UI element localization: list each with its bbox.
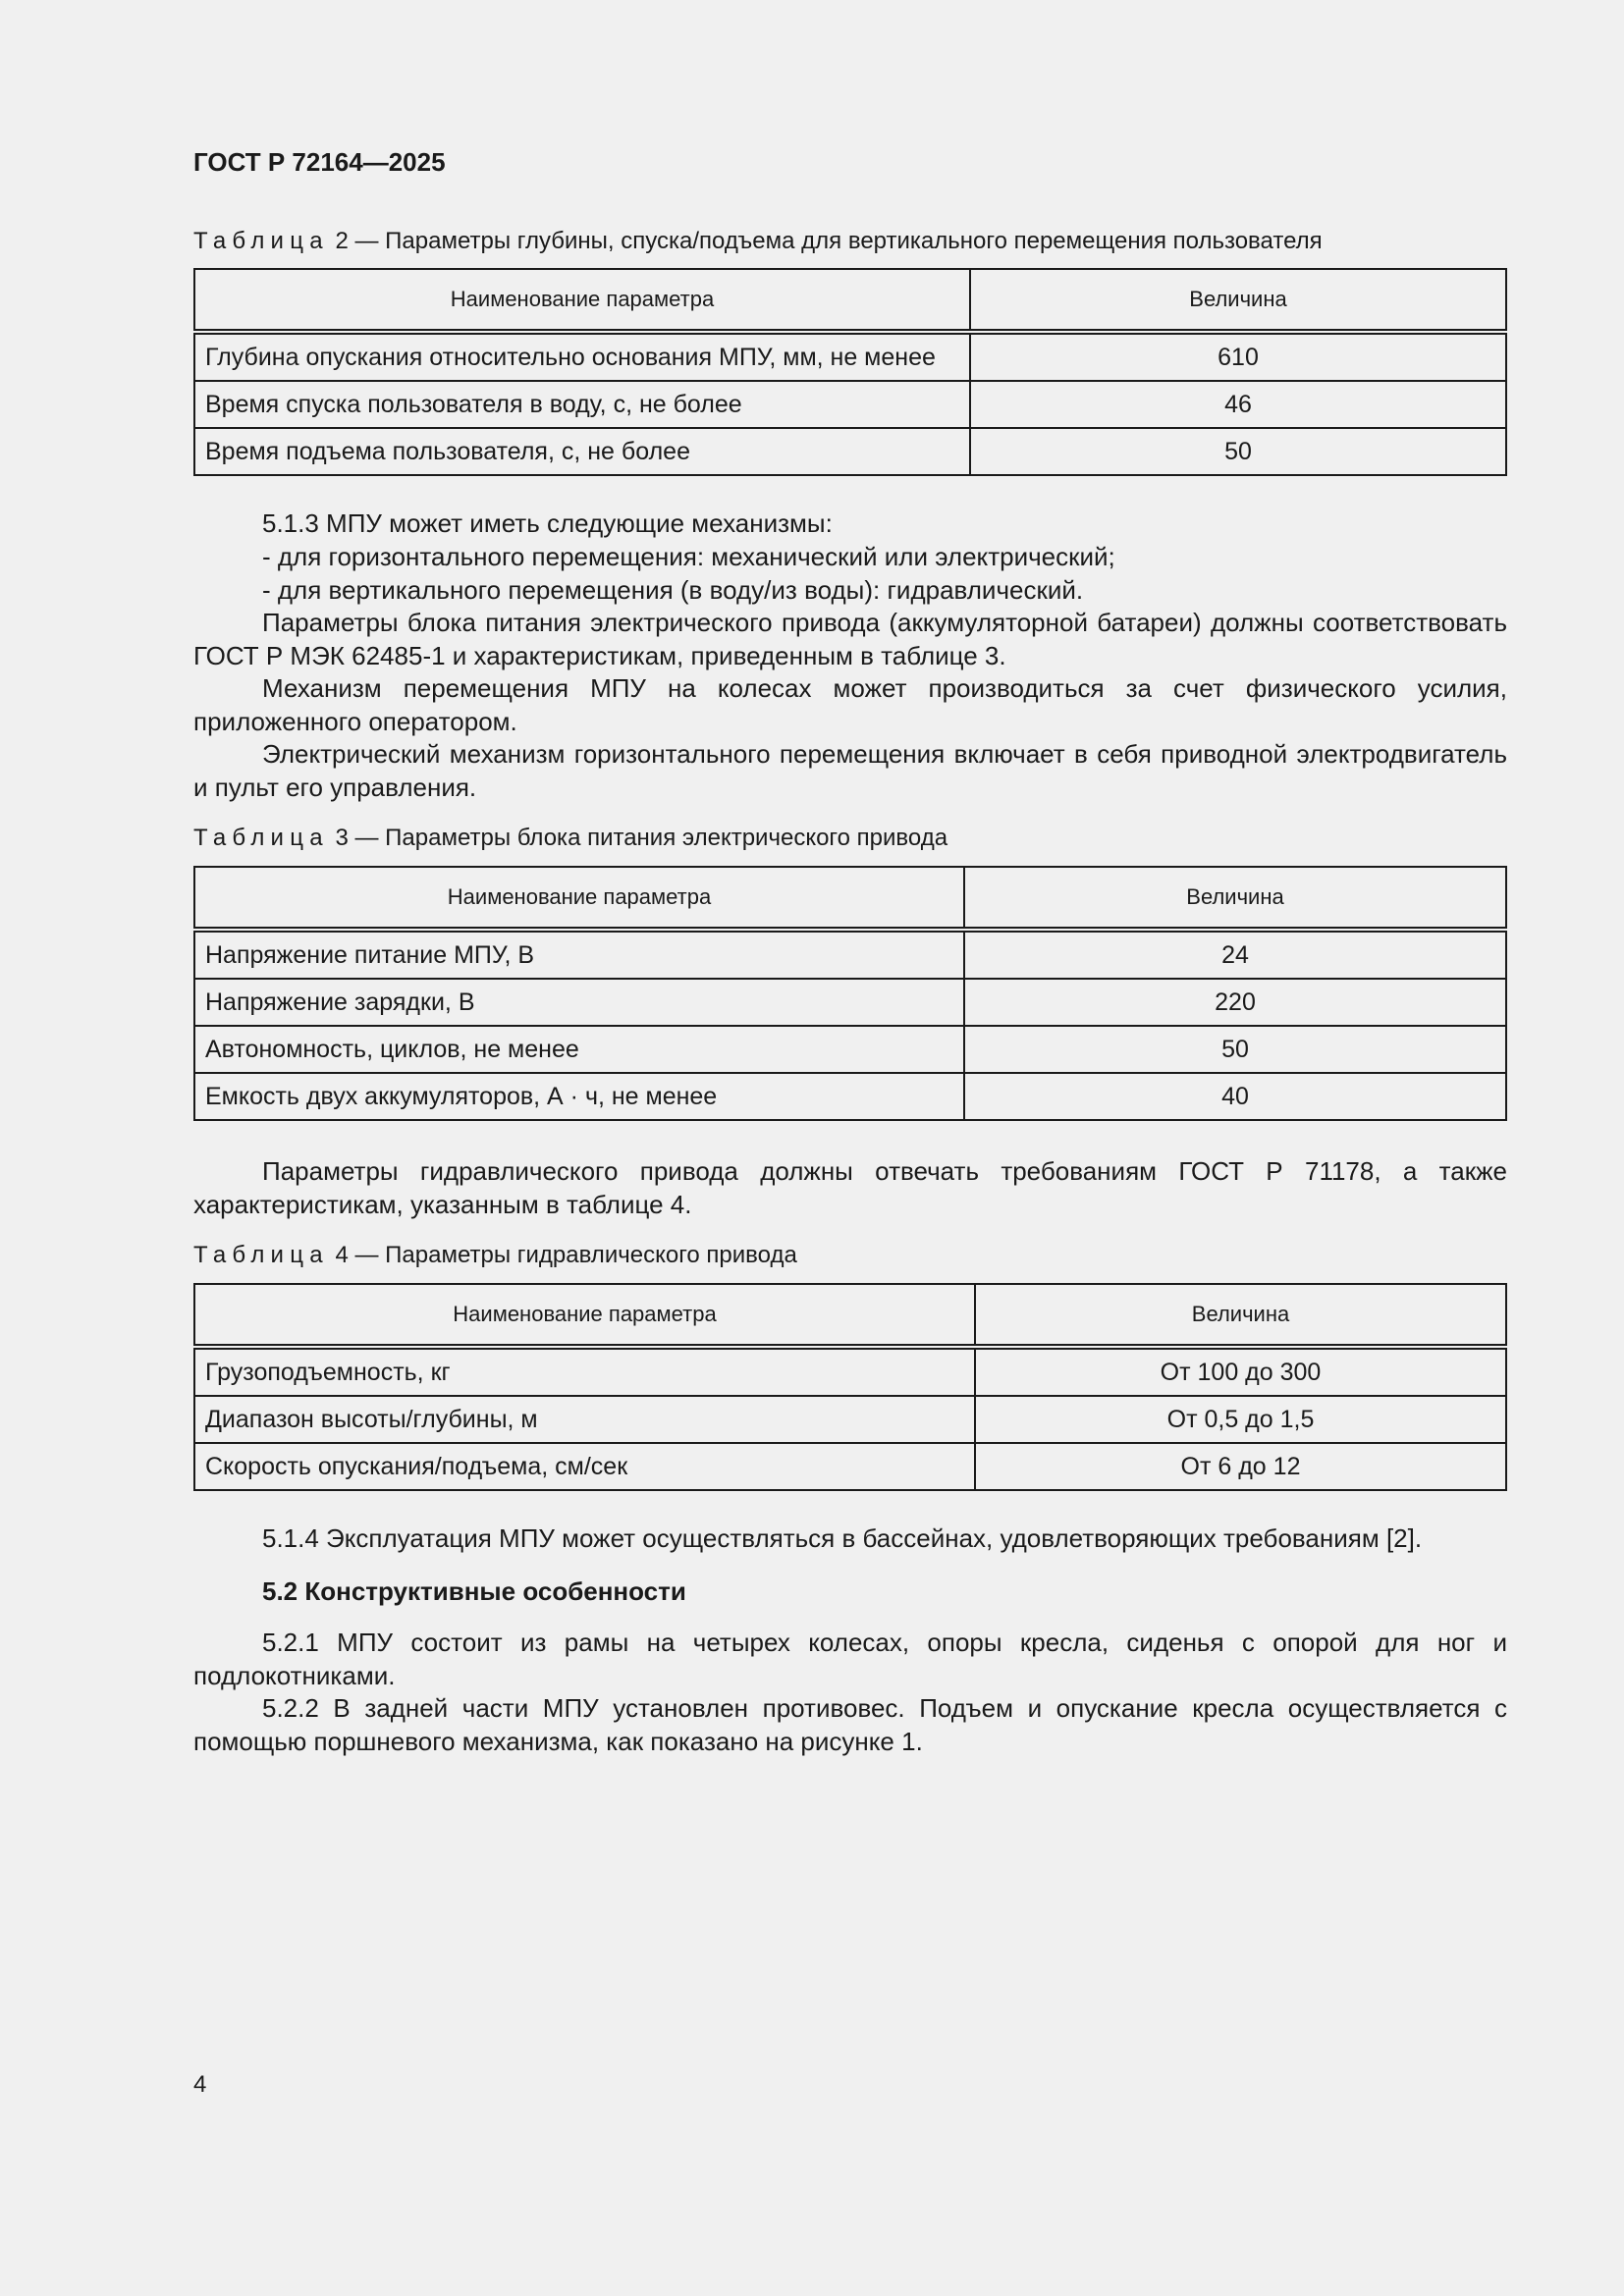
table-3	[193, 866, 1507, 1121]
page-number: 4	[193, 2071, 207, 2098]
table-2-header-row	[194, 269, 1506, 332]
table-row	[194, 1443, 1506, 1490]
table-cell-value: 220	[964, 979, 1506, 1026]
table-row	[194, 979, 1506, 1026]
clause-5-1-3-intro: 5.1.3 МПУ может иметь следующие механизмы:	[262, 508, 833, 538]
table-cell-value: 610	[970, 332, 1506, 381]
table-row	[194, 1073, 1506, 1120]
table-4-caption-title: 4 — Параметры гидравлического привода	[328, 1242, 797, 1268]
table-3-caption	[193, 824, 947, 853]
table-cell-value: От 6 до 12	[975, 1443, 1506, 1490]
table-cell-name: Емкость двух аккумуляторов, А · ч, не менее	[194, 1073, 964, 1120]
clause-5-2-1: 5.2.1 МПУ состоит из рамы на четырех колесах, опоры кресла, сиденья с опорой для ног и подлокотниками.	[193, 1628, 1507, 1690]
table-3-header-row	[194, 867, 1506, 930]
table-3-caption-word: Таблица	[193, 825, 329, 851]
table-4-caption-word: Таблица	[193, 1242, 329, 1268]
clause-5-1-4: 5.1.4 Эксплуатация МПУ может осуществляться в бассейнах, удовлетворяющих требованиям [2].	[262, 1523, 1423, 1553]
table-3-col-value: Величина	[964, 867, 1506, 930]
table-row	[194, 1396, 1506, 1443]
table-cell-value: 40	[964, 1073, 1506, 1120]
table-2	[193, 268, 1507, 476]
table-3-col-name: Наименование параметра	[194, 867, 964, 930]
table-2-col-name: Наименование параметра	[194, 269, 970, 332]
table-4	[193, 1283, 1507, 1491]
table-row	[194, 381, 1506, 428]
paragraph-wheel-mechanism: Механизм перемещения МПУ на колесах может производиться за счет физического усилия, приложенного оператором.	[193, 673, 1507, 736]
table-row	[194, 1026, 1506, 1073]
table-cell-value: 50	[964, 1026, 1506, 1073]
table-cell-name: Скорость опускания/подъема, см/сек	[194, 1443, 975, 1490]
table-2-col-value: Величина	[970, 269, 1506, 332]
table-cell-name: Глубина опускания относительно основания МПУ, мм, не менее	[194, 332, 970, 381]
table-cell-name: Время подъема пользователя, с, не более	[194, 428, 970, 475]
table-4-col-value: Величина	[975, 1284, 1506, 1347]
table-2-caption	[193, 227, 1323, 256]
document-header: ГОСТ Р 72164—2025	[193, 147, 446, 177]
table-cell-name: Диапазон высоты/глубины, м	[194, 1396, 975, 1443]
table-3-caption-title: 3 — Параметры блока питания электрического привода	[328, 825, 948, 851]
table-cell-name: Напряжение зарядки, В	[194, 979, 964, 1026]
table-4-header-row	[194, 1284, 1506, 1347]
table-cell-value: 24	[964, 930, 1506, 979]
table-cell-value: От 100 до 300	[975, 1347, 1506, 1396]
list-item-vertical: - для вертикального перемещения (в воду/из воды): гидравлический.	[262, 575, 1084, 605]
paragraph-electric-mechanism: Электрический механизм горизонтального перемещения включает в себя приводной электродвигатель и пульт его управления.	[193, 739, 1507, 802]
paragraph-hydraulic: Параметры гидравлического привода должны отвечать требованиям ГОСТ Р 71178, а также характеристикам, указанным в таблице 4.	[193, 1156, 1507, 1219]
table-4-caption	[193, 1241, 797, 1270]
table-cell-name: Автономность, циклов, не менее	[194, 1026, 964, 1073]
table-row	[194, 332, 1506, 381]
paragraph-power-block: Параметры блока питания электрического привода (аккумуляторной батареи) должны соответствовать ГОСТ Р МЭК 62485-1 и характеристикам, приведенным в таблице 3.	[193, 608, 1507, 670]
section-5-2-heading: 5.2 Конструктивные особенности	[262, 1576, 686, 1606]
table-row	[194, 428, 1506, 475]
table-cell-name: Грузоподъемность, кг	[194, 1347, 975, 1396]
table-cell-value: 50	[970, 428, 1506, 475]
table-4-col-name: Наименование параметра	[194, 1284, 975, 1347]
table-cell-name: Напряжение питание МПУ, В	[194, 930, 964, 979]
clause-5-2-2: 5.2.2 В задней части МПУ установлен противовес. Подъем и опускание кресла осуществляется с помощью поршневого механизма, как показано на рисунке 1.	[193, 1693, 1507, 1756]
table-cell-value: 46	[970, 381, 1506, 428]
table-row	[194, 930, 1506, 979]
list-item-horizontal: - для горизонтального перемещения: механический или электрический;	[262, 542, 1115, 571]
table-cell-value: От 0,5 до 1,5	[975, 1396, 1506, 1443]
table-row	[194, 1347, 1506, 1396]
table-2-caption-word: Таблица	[193, 228, 329, 254]
table-2-caption-title: 2 — Параметры глубины, спуска/подъема для вертикального перемещения пользователя	[328, 228, 1323, 254]
table-cell-name: Время спуска пользователя в воду, с, не более	[194, 381, 970, 428]
